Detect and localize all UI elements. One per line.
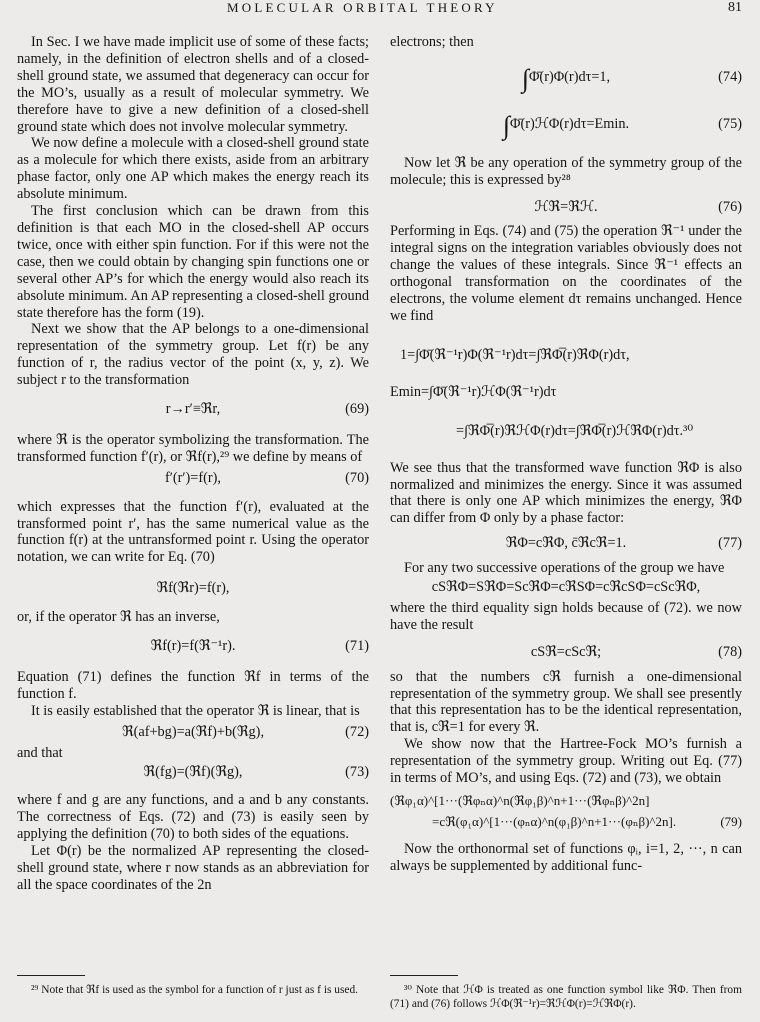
- equation-79-rhs: [432, 814, 742, 831]
- equation-72: [17, 724, 369, 741]
- paragraph: electrons; then: [390, 34, 474, 50]
- paragraph: Performing in Eqs. (74) and (75) the operation ℜ⁻¹ under the integral signs on the integration variables obviously does not change the values of these integrals. Since ℜ⁻¹ effects an orthogonal transformation on the coordinates of the electrons, the volume element dτ remains unchanged. Hence we find: [390, 223, 742, 324]
- equation-number: (70): [345, 469, 369, 486]
- running-title: MOLECULAR ORBITAL THEORY: [227, 0, 498, 15]
- page-header: [0, 0, 760, 18]
- paragraph: Equation (71) defines the function ℜf in terms of the function f.: [17, 669, 369, 702]
- equation-transformed-energy: [390, 384, 742, 401]
- equation-73: [17, 764, 369, 781]
- equation-body: Emin=∫Φ̄(ℜ⁻¹r)ℋΦ(ℜ⁻¹r)dτ: [390, 383, 557, 400]
- paragraph: Next we show that the AP belongs to a one-dimensional representation of the symmetry group. Let f(r) be any function of r, the radius vector of the point (x, y, z). We subject r to the transformation: [17, 321, 369, 389]
- paragraph: The first conclusion which can be drawn from this definition is that each MO in the closed-shell AP occurs twice, once with either spin function. For if this were not the case, then we could obtain by changing spin functions one or several other AP’s for which the energy would also reach its absolute minimum. An AP representing a closed-shell ground state therefore has the form (19).: [17, 203, 369, 321]
- equation-body: cSℜΦ=SℜΦ=ScℜΦ=cℜSΦ=cℜcSΦ=cScℜΦ,: [431, 579, 701, 596]
- left-column: [17, 34, 369, 894]
- integral-sign: ∫: [502, 110, 510, 140]
- equation-75: [390, 110, 742, 140]
- equation-74: [390, 63, 742, 93]
- paragraph: Now let ℜ be any operation of the symmetry group of the molecule; this is expressed by²⁸: [390, 154, 742, 188]
- equation-number: (74): [718, 68, 742, 85]
- paragraph: so that the numbers cℜ furnish a one-dimensional representation of the symmetry group. We shall see presently that this representation has to be the identical representation, that is, cℜ=1 for every ℜ.: [390, 668, 742, 736]
- paragraph: which expresses that the function f′(r), evaluated at the transformed point r′, has the same numerical value as the function f(r) at the untransformed point r. Using the operator notation, we can write for Eq. (70): [17, 498, 369, 566]
- footnote-rule: [17, 975, 85, 976]
- equation-number: (71): [345, 638, 369, 655]
- equation-body: =cℜ(φ₁α)^[1···(φₙα)^n(φ₁β)^n+1···(φₙβ)^2n].: [432, 813, 677, 829]
- paragraph: Let Φ(r) be the normalized AP representing the closed-shell ground state, where r now stands as an abbreviation for all the space coordinates of the 2n: [17, 843, 369, 893]
- equation-number: (78): [718, 643, 742, 660]
- equation-successive-operations: [390, 579, 742, 596]
- equation-body: =∫ℜΦ̅(r)ℜℋΦ(r)dτ=∫ℜΦ̅(r)ℋℜΦ(r)dτ.³⁰: [456, 422, 694, 439]
- equation-body: cSℜ=cScℜ;: [530, 643, 602, 660]
- paragraph: where f and g are any functions, and a and b any constants. The correctness of Eqs. (72) and (73) is easily seen by applying the definition (70) to both sides of the equations.: [17, 792, 369, 843]
- equation-number: (73): [345, 763, 369, 780]
- paragraph: or, if the operator ℜ has an inverse,: [17, 609, 220, 626]
- page-number: 81: [728, 0, 742, 15]
- paragraph: where the third equality sign holds because of (72). we now have the result: [390, 599, 742, 633]
- equation-body: ℋℜ=ℜℋ.: [534, 198, 598, 215]
- equation-body: ℜf(r)=f(ℜ⁻¹r).: [150, 638, 236, 655]
- equation-body: Φ̄(r)Φ(r)dτ=1,: [528, 68, 611, 85]
- footnotes-left: [17, 975, 369, 998]
- paragraph: We see thus that the transformed wave function ℜΦ is also normalized and minimizes the energy. Since it was assumed that there is only one AP which minimizes the energy, ℜΦ can differ from Φ only by a phase factor:: [390, 459, 742, 527]
- equation-body: r→r′≡ℜr,: [165, 401, 221, 418]
- equation-77: [390, 535, 742, 552]
- equation-78: [390, 644, 742, 661]
- equation-number: (77): [718, 535, 742, 552]
- footnote-29: ²⁹ Note that ℜf is used as the symbol for a function of r just as f is used.: [31, 984, 358, 996]
- paragraph: Now the orthonormal set of functions φᵢ, i=1, 2, ···, n can always be supplemented by additional func-: [390, 840, 742, 874]
- equation-body: ℜ(af+bg)=a(ℜf)+b(ℜg),: [121, 723, 265, 740]
- equation-body: ℜf(ℜr)=f(r),: [156, 580, 230, 597]
- footnote-rule: [390, 975, 458, 976]
- paragraph: and that: [17, 744, 63, 761]
- equation-number: (76): [718, 198, 742, 215]
- footnote-30: ³⁰ Note that ℋΦ is treated as one function symbol like ℜΦ. Then from (71) and (76) follows ℋΦ(ℜ⁻¹r)=ℜℋΦ(r)=ℋℜΦ(r).: [390, 984, 742, 1010]
- paragraph: In Sec. I we have made implicit use of some of these facts; namely, in the definition of electron shells and of a closed-shell ground state, we assumed that degeneracy can occur for the MO’s, usually as a result of molecular symmetry. We therefore have to give a new definition of a closed-shell ground state which does not involve molecular symmetry.: [17, 34, 369, 135]
- equation-body: (ℜφ₁α)^[1···(ℜφₙα)^n(ℜφ₁β)^n+1···(ℜφₙβ)^2n]: [390, 793, 650, 808]
- paragraph: For any two successive operations of the group we have: [404, 560, 725, 577]
- equation-79-lhs: [390, 793, 742, 810]
- integral-sign: ∫: [521, 63, 529, 93]
- equation-body: Φ̄(r)ℋΦ(r)dτ=Emin.: [510, 115, 630, 132]
- equation-70-operator-form: [17, 580, 369, 597]
- equation-70: [17, 470, 369, 487]
- footnotes-right: [390, 975, 742, 1011]
- equation-71: [17, 638, 369, 655]
- equation-transformed-energy-2: [456, 423, 742, 440]
- equation-69: [17, 401, 369, 418]
- equation-transformed-norm: [400, 347, 742, 364]
- paragraph: where ℜ is the operator symbolizing the transformation. The transformed function f′(r), or ℜf(r),²⁹ we define by means of: [17, 431, 369, 465]
- equation-number: (72): [345, 723, 369, 740]
- paragraph: It is easily established that the operator ℜ is linear, that is: [31, 702, 360, 719]
- equation-number: (79): [720, 813, 742, 829]
- paragraph: We show now that the Hartree-Fock MO’s furnish a representation of the symmetry group. Writing out Eq. (77) in terms of MO’s, and using Eqs. (72) and (73), we obtain: [390, 736, 742, 787]
- right-column: [390, 34, 742, 875]
- equation-body: 1=∫Φ̄(ℜ⁻¹r)Φ(ℜ⁻¹r)dτ=∫ℜΦ̅(r)ℜΦ(r)dτ,: [400, 346, 630, 363]
- paragraph: We now define a molecule with a closed-shell ground state as a molecule for which there exists, aside from an arbitrary phase factor, only one AP which makes the energy reach its absolute minimum.: [17, 135, 369, 203]
- equation-body: f′(r′)=f(r),: [165, 469, 221, 486]
- equation-number: (75): [718, 115, 742, 132]
- equation-number: (69): [345, 401, 369, 418]
- equation-76: [390, 199, 742, 216]
- equation-body: ℜΦ=cℜΦ, c̄ℜcℜ=1.: [505, 535, 627, 552]
- equation-body: ℜ(fg)=(ℜf)(ℜg),: [143, 763, 243, 780]
